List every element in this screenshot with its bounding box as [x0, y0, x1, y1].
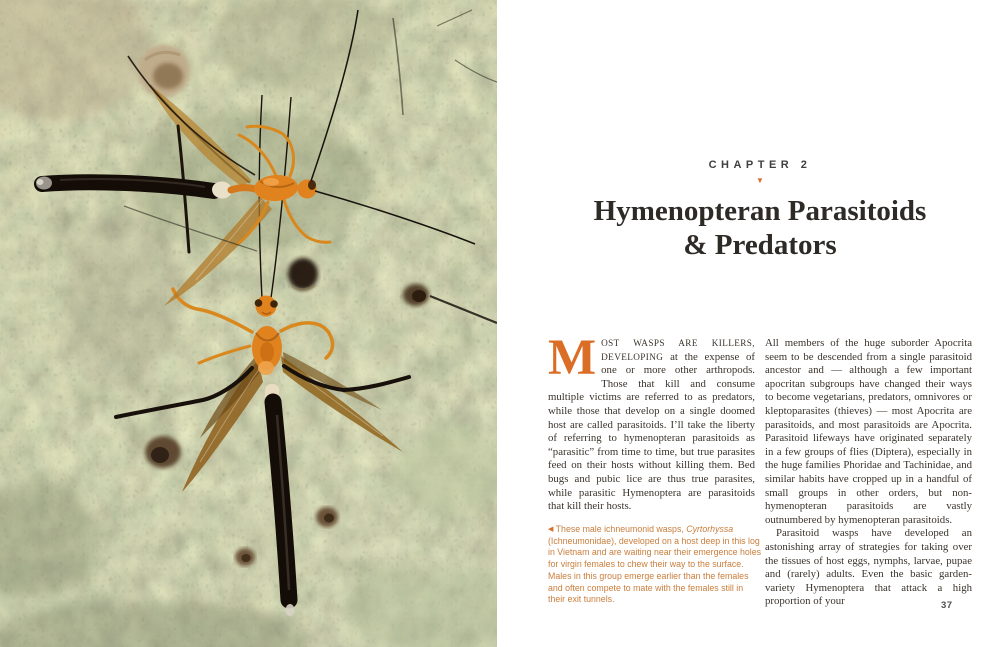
bottom-wasp-eye: [270, 300, 278, 308]
caption-text: These male ichneumonid wasps,: [553, 524, 687, 534]
opening-paragraph-text: at the expense of one or more other arthropods. Those that kill and consume multiple victims are referred to as predators, while those that develop on a single doomed host are called parasitoids. I’ll take the liberty of referring to hymenopteran parasitoids as “parasitic” from time to time, but true parasites feed on their hosts without killing them. Bed bugs and pubic lice are thus true parasites, while parasitic Hymenoptera are parasitoids that kill their hosts.: [548, 350, 755, 513]
body-column-2: [765, 337, 972, 609]
small-caps-lead: OST WASPS ARE KILLERS, DEVELOPING: [601, 338, 755, 362]
top-wasp-eye: [308, 180, 316, 190]
page-title: [526, 194, 994, 262]
wasp-photo: [0, 0, 497, 647]
title-line-2: & Predators: [683, 229, 837, 261]
photo-caption: [548, 524, 762, 606]
wood-knot: [138, 45, 190, 97]
chapter-label: CHAPTER 2: [708, 159, 812, 171]
chapter-marker-icon: ▼: [756, 176, 764, 185]
caption-marker-icon: ◀: [548, 526, 554, 533]
title-line-1: Hymenopteran Parasitoids: [593, 195, 927, 227]
paragraph: Parasitoid wasps have developed an astonishing array of strategies for taking over the tissues of host eggs, nymphs, larvae, pupae and (rarely) adults. Even the basic garden-variety Hymenoptera that attack a high proportion of your: [765, 527, 972, 608]
opening-paragraph: [548, 330, 755, 514]
text-page: [497, 0, 1000, 647]
drop-cap: M: [548, 330, 597, 386]
bottom-wasp-eye: [255, 299, 263, 307]
page-number: 37: [941, 600, 953, 611]
abdomen-tip-droplet: [286, 604, 295, 616]
paragraph: All members of the huge suborder Apocrita seem to be descended from a single parasitoid ancestor and — although a few important apocritan subgroups have changed their ways to become vegetarians, predators, omnivores or kleptoparasites (thieves) — most Apocrita are parasitoids, and most parasitoids are Apocrita. Parasitoid lifeways have originated separately in a few groups of flies (Diptera), especially in the huge families Phoridae and Tachinidae, and similar habits have cropped up in a handful of small groups in other orders, but non-hymenopteran parasitoids are vastly outnumbered by hymenopteran parasitoids.: [765, 337, 972, 526]
caption-text: (Ichneumonidae), developed on a host deep in this log in Vietnam and are waiting near their emergence holes for virgin females to chew their way to the surface. Males in this group emerge earlier than the females and often compete to mate with the females still in their exit tunnels.: [548, 535, 762, 605]
body-column-1: [548, 330, 755, 514]
wasp-photo-illustration: [0, 0, 497, 647]
caption-species-name: Cyrtorhyssa: [686, 524, 734, 534]
